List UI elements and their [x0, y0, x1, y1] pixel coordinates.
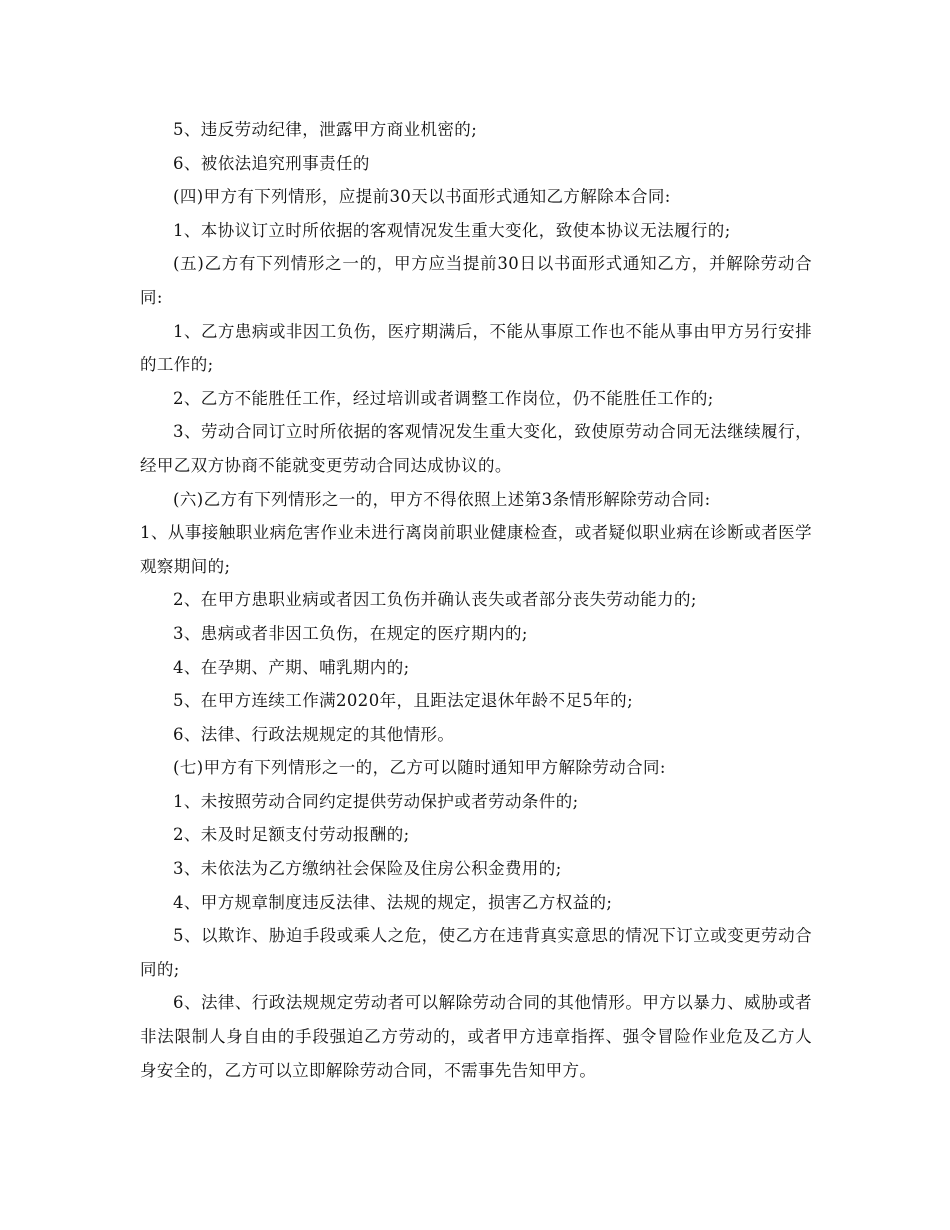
section-heading: (五)乙方有下列情形之一的，甲方应当提前30日以书面形式通知乙方，并解除劳动合同: — [140, 254, 812, 307]
paragraph: 4、在孕期、产期、哺乳期内的; — [173, 657, 410, 677]
paragraph: 3、未依法为乙方缴纳社会保险及住房公积金费用的; — [173, 859, 562, 879]
paragraph: 5、在甲方连续工作满2020年，且距法定退休年龄不足5年的; — [173, 691, 634, 711]
paragraph: 3、患病或者非因工负伤，在规定的医疗期内的; — [173, 623, 528, 643]
paragraph: 5、违反劳动纪律，泄露甲方商业机密的; — [173, 120, 478, 139]
section-heading: (七)甲方有下列情形之一的，乙方可以随时通知甲方解除劳动合同: — [173, 758, 666, 778]
paragraph: 1、未按照劳动合同约定提供劳动保护或者劳动条件的; — [173, 791, 579, 811]
section-heading: (六)乙方有下列情形之一的，甲方不得依照上述第3条情形解除劳动合同: — [173, 489, 711, 509]
paragraph: 4、甲方规章制度违反法律、法规的规定，损害乙方权益的; — [173, 892, 613, 912]
document-body — [140, 113, 812, 1087]
paragraph: 5、以欺诈、胁迫手段或乘人之危，使乙方在违背真实意思的情况下订立或变更劳动合同的; — [140, 926, 812, 979]
paragraph: 6、被依法追究刑事责任的 — [173, 153, 370, 173]
paragraph: 2、在甲方患职业病或者因工负伤并确认丧失或者部分丧失劳动能力的; — [173, 590, 697, 610]
paragraph: 1、本协议订立时所依据的客观情况发生重大变化，致使本协议无法履行的; — [173, 220, 731, 240]
section-heading: (四)甲方有下列情形，应提前30天以书面形式通知乙方解除本合同: — [173, 187, 671, 207]
paragraph: 1、从事接触职业病危害作业未进行离岗前职业健康检查，或者疑似职业病在诊断或者医学观察期间的; — [140, 523, 812, 576]
paragraph: 6、法律、行政法规规定劳动者可以解除劳动合同的其他情形。甲方以暴力、威胁或者非法限制人身自由的手段强迫乙方劳动的，或者甲方违章指挥、强令冒险作业危及乙方人身安全的，乙方可以立即解除劳动合同，不需事先告知甲方。 — [140, 993, 812, 1080]
paragraph: 3、劳动合同订立时所依据的客观情况发生重大变化，致使原劳动合同无法继续履行，经甲乙双方协商不能就变更劳动合同达成协议的。 — [140, 422, 812, 475]
paragraph: 2、乙方不能胜任工作，经过培训或者调整工作岗位，仍不能胜任工作的; — [173, 388, 714, 408]
paragraph: 2、未及时足额支付劳动报酬的; — [173, 825, 410, 845]
paragraph: 1、乙方患病或非因工负伤，医疗期满后，不能从事原工作也不能从事由甲方另行安排的工作的; — [140, 321, 812, 375]
paragraph: 6、法律、行政法规规定的其他情形。 — [173, 724, 455, 744]
